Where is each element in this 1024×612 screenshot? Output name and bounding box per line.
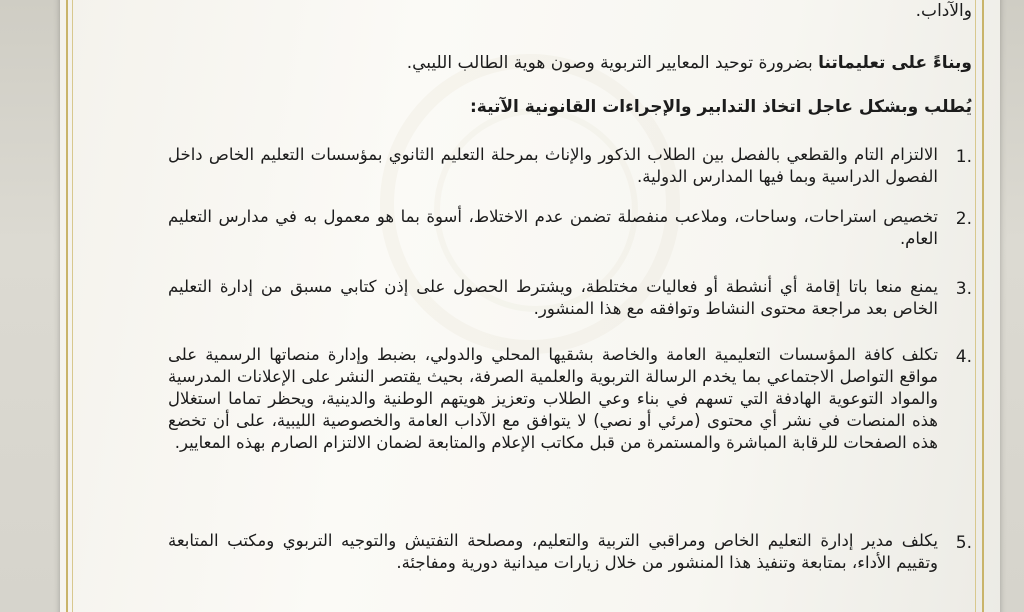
item-text: تخصيص استراحات، وساحات، وملاعب منفصلة تضمن عدم الاختلاط، أسوة بما هو معمول به في مدارس التعليم العام. xyxy=(168,207,938,248)
item-text: الالتزام التام والقطعي بالفصل بين الطلاب الذكور والإناث بمرحلة التعليم الثانوي بمؤسسات التعليم الخاص داخل الفصول الدراسية وبما فيها المدارس الدولية. xyxy=(168,145,938,186)
preamble xyxy=(407,50,972,76)
preamble-rest: بضرورة توحيد المعايير التربوية وصون هوية الطالب الليبي. xyxy=(406,53,819,73)
paper-sheet xyxy=(60,0,1000,612)
top-fragment: والآداب. xyxy=(915,1,972,21)
item-number: 2. xyxy=(955,209,972,229)
item-number: 3. xyxy=(955,279,972,299)
item-number: 1. xyxy=(955,147,972,167)
item-number: 4. xyxy=(955,347,972,367)
item-text: تكلف كافة المؤسسات التعليمية العامة والخاصة بشقيها المحلي والدولي، بضبط وإدارة منصاتها الرسمية على مواقع التواصل الاجتماعي بما يخدم الرسالة التربوية والعلمية الصرفة، بحيث يقتصر النشر على الإعلانات المدرسية والمواد التوعوية الهادفة التي تسهم في بناء وعي الطلاب وتعزيز هويتهم الوطنية والدينية، ويحظر تماما استغلال هذه المنصات في نشر أي محتوى (مرئي أو نصي) لا يتوافق مع الآداب العامة والخصوصية الليبية، على أن تخضع هذه الصفحات للرقابة المباشرة والمستمرة من قبل مكاتب الإعلام والمتابعة لضمان الالتزام الصارم بهذه المعايير. xyxy=(168,345,938,452)
item-text: يكلف مدير إدارة التعليم الخاص ومراقبي التربية والتعليم، ومصلحة التفتيش والتوجيه التربوي ومكتب المتابعة وتقييم الأداء، بمتابعة وتنفيذ هذا المنشور من خلال زيارات ميدانية دورية ومفاجئة. xyxy=(168,531,938,572)
request-heading: يُطلب وبشكل عاجل اتخاذ التدابير والإجراءات القانونية الآتية: xyxy=(469,97,972,117)
item-number: 5. xyxy=(955,533,972,553)
preamble-lead: وبناءً على تعليماتنا xyxy=(818,53,972,73)
item-text: يمنع منعا باتا إقامة أي أنشطة أو فعاليات مختلطة، ويشترط الحصول على إذن كتابي مسبق من إدارة التعليم الخاص بعد مراجعة محتوى النشاط وتوافقه مع هذا المنشور. xyxy=(168,277,938,318)
